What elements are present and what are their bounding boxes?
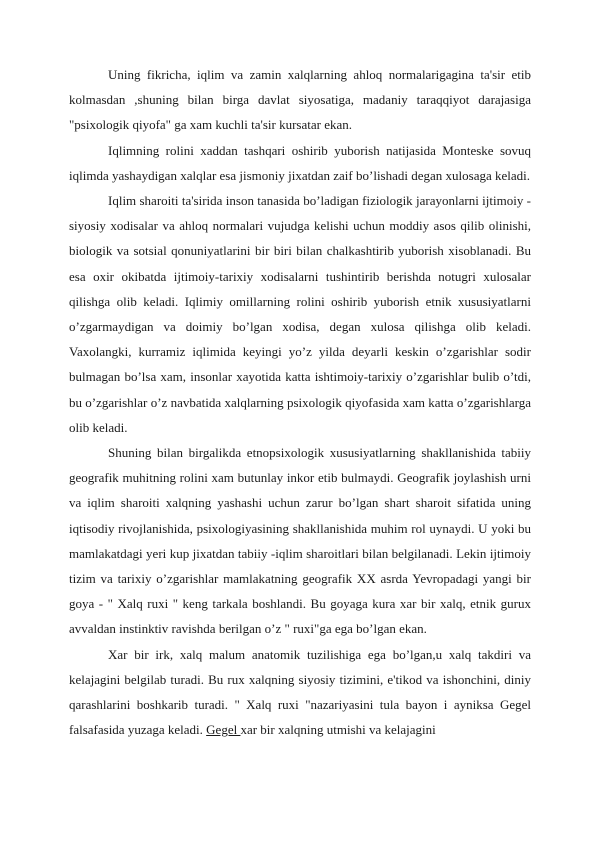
paragraph-5-text: Xar bir irk, xalq malum anatomik tuzilishiga ega bo’lgan,u xalq takdiri va kelajagini belgilab turadi. Bu rux xalqning siyosiy tizimini, e'tikod va ishonchini, diniy qarashlarini boshkarib turadi. " Xalq ruxi "nazariyasini tula bayon i ayniksa Gegel falsafasida yuzaga keladi. [69,646,531,738]
paragraph-2: Iqlimning rolini xaddan tashqari oshirib yuborish natijasida Monteske sovuq iqlimda yashaydigan xalqlar esa jismoniy jixatdan zaif bo’lishadi degan xulosaga keladi. [69,142,531,183]
paragraph-1: Uning fikricha, iqlim va zamin xalqlarning ahloq normalarigagina ta'sir etib kolmasdan ,shuning bilan birga davlat siyosatiga, madaniy taraqqiyot darajasiga "psixologik qiyofa" ga xam kuchli ta'sir kursatar ekan. [69,67,531,133]
paragraph-3: Iqlim sharoiti ta'sirida inson tanasida bo’ladigan fiziologik jarayonlarni ijtimoiy -siyosiy xodisalar va ahloq normalari vujudga kelishi uchun moddiy asos qilib olinishi, biologik va sotsial qonuniyatlarini bir biri bilan chalkashtirib yuborish xisoblanadi. Bu esa oxir okibatda ijtimoiy-tarixiy xodisalarni tushintirib berishda notugri xulosalar qilishga olib keladi. Iqlimiy omillarning rolini oshirib yuborish etnik xususiyatlarni o’zgarmaydigan va doimiy bo’lgan xodisa, degan xulosa qilishga olib keladi. Vaxolangki, kurramiz iqlimida keyingi yo’z yilda deyarli keskin o’zgarishlar sodir bulmagan bo’lsa xam, insonlar xayotida katta ishtimoiy-tarixiy o’zgarishlar bulib o’tdi, bu o’zgarishlar o’z navbatida xalqlarning psixologik qiyofasida xam katta o’zgarishlarga olib keladi. [69,193,531,435]
paragraph-5-tail: xar bir xalqning utmishi va kelajagini [240,722,436,738]
gegel-link[interactable]: Gegel [206,722,241,738]
paragraph-5 [69,642,531,743]
paragraph-4: Shuning bilan birgalikda etnopsixologik xususiyatlarning shakllanishida tabiiy geografik muhitning rolini xam butunlay inkor etib bulmaydi. Geografik joylashish urni va iqlim sharoiti xalqning yashashi uchun zarur bo’lgan shart sharoit sifatida uning iqtisodiy rivojlanishida, psixologiyasining shakllanishida muhim rol uynaydi. U yoki bu mamlakatdagi yeri kup jixatdan tabiiy -iqlim sharoitlari bilan belgilanadi. Lekin ijtimoiy tizim va tarixiy o’zgarishlar mamlakatning geografik XX asrda Yevropadagi yangi bir goya - " Xalq ruxi " keng tarkala boshlandi. Bu goyaga kura xar bir xalq, etnik gurux avvaldan instinktiv ravishda berilgan o’z " ruxi"ga ega bo’lgan ekan. [69,445,531,637]
